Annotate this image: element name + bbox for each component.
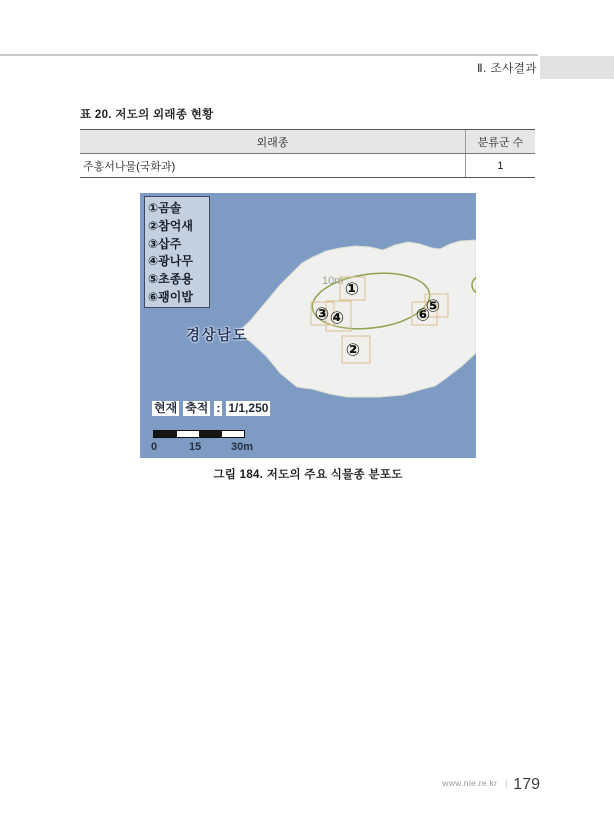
species-marker-1: ① [344,279,360,299]
species-marker-4: ④ [329,308,345,328]
legend-item-1: ①곰솔 [148,201,182,215]
island-shape [238,240,476,397]
header-section-title: Ⅱ. 조사결과 [477,63,537,75]
figure-caption: 그림 184. 저도의 주요 식물종 분포도 [213,469,403,481]
distribution-map [140,193,476,458]
alien-species-table [80,129,535,178]
cell-species: 주홍서나물(국화과) [80,154,465,178]
table-header-row [80,130,535,154]
scale-text-part: 축적 [185,401,209,415]
scale-bar-segment [199,431,222,437]
map-scale-bar [153,430,245,438]
scale-text-part: : [216,401,221,415]
legend-item-6: ⑥괭이밥 [148,289,193,304]
map-legend [144,196,210,308]
legend-item-4: ④광나무 [148,254,193,269]
species-marker-6: ⑥ [415,305,431,325]
column-header-species: 외래종 [80,130,465,154]
legend-item-2: ②참억새 [148,218,193,233]
table-title: 표 20. 저도의 외래종 현황 [80,109,214,121]
scale-text-part: 현재 [154,401,178,415]
header-side-tab [540,56,614,79]
table-row [80,154,535,178]
scale-bar-segment [222,431,245,437]
header-rule [0,54,538,56]
species-marker-2: ② [345,340,361,360]
scale-tick-0: 0 [151,441,158,453]
legend-item-5: ⑤초종용 [148,272,193,287]
species-marker-5: ⑤ [425,296,441,316]
footer-separator: | [505,779,508,788]
footer-url: www.nie.re.kr [442,778,498,788]
page-footer [0,776,540,794]
map-scale-text [152,401,270,416]
scale-bar-segment [177,431,200,437]
scale-text-part: 1/1,250 [228,401,269,415]
page-number: 179 [513,776,540,793]
contour-label: 10m [322,275,344,287]
species-marker-3: ③ [314,304,330,324]
legend-item-3: ③삽주 [148,236,182,251]
region-label: 경상남도 [186,328,249,344]
scale-tick-30: 30m [231,441,254,453]
scale-tick-15: 15 [189,441,202,453]
cell-count: 1 [465,154,535,178]
column-header-count: 분류군 수 [465,130,535,154]
scale-bar-segment [154,431,177,437]
